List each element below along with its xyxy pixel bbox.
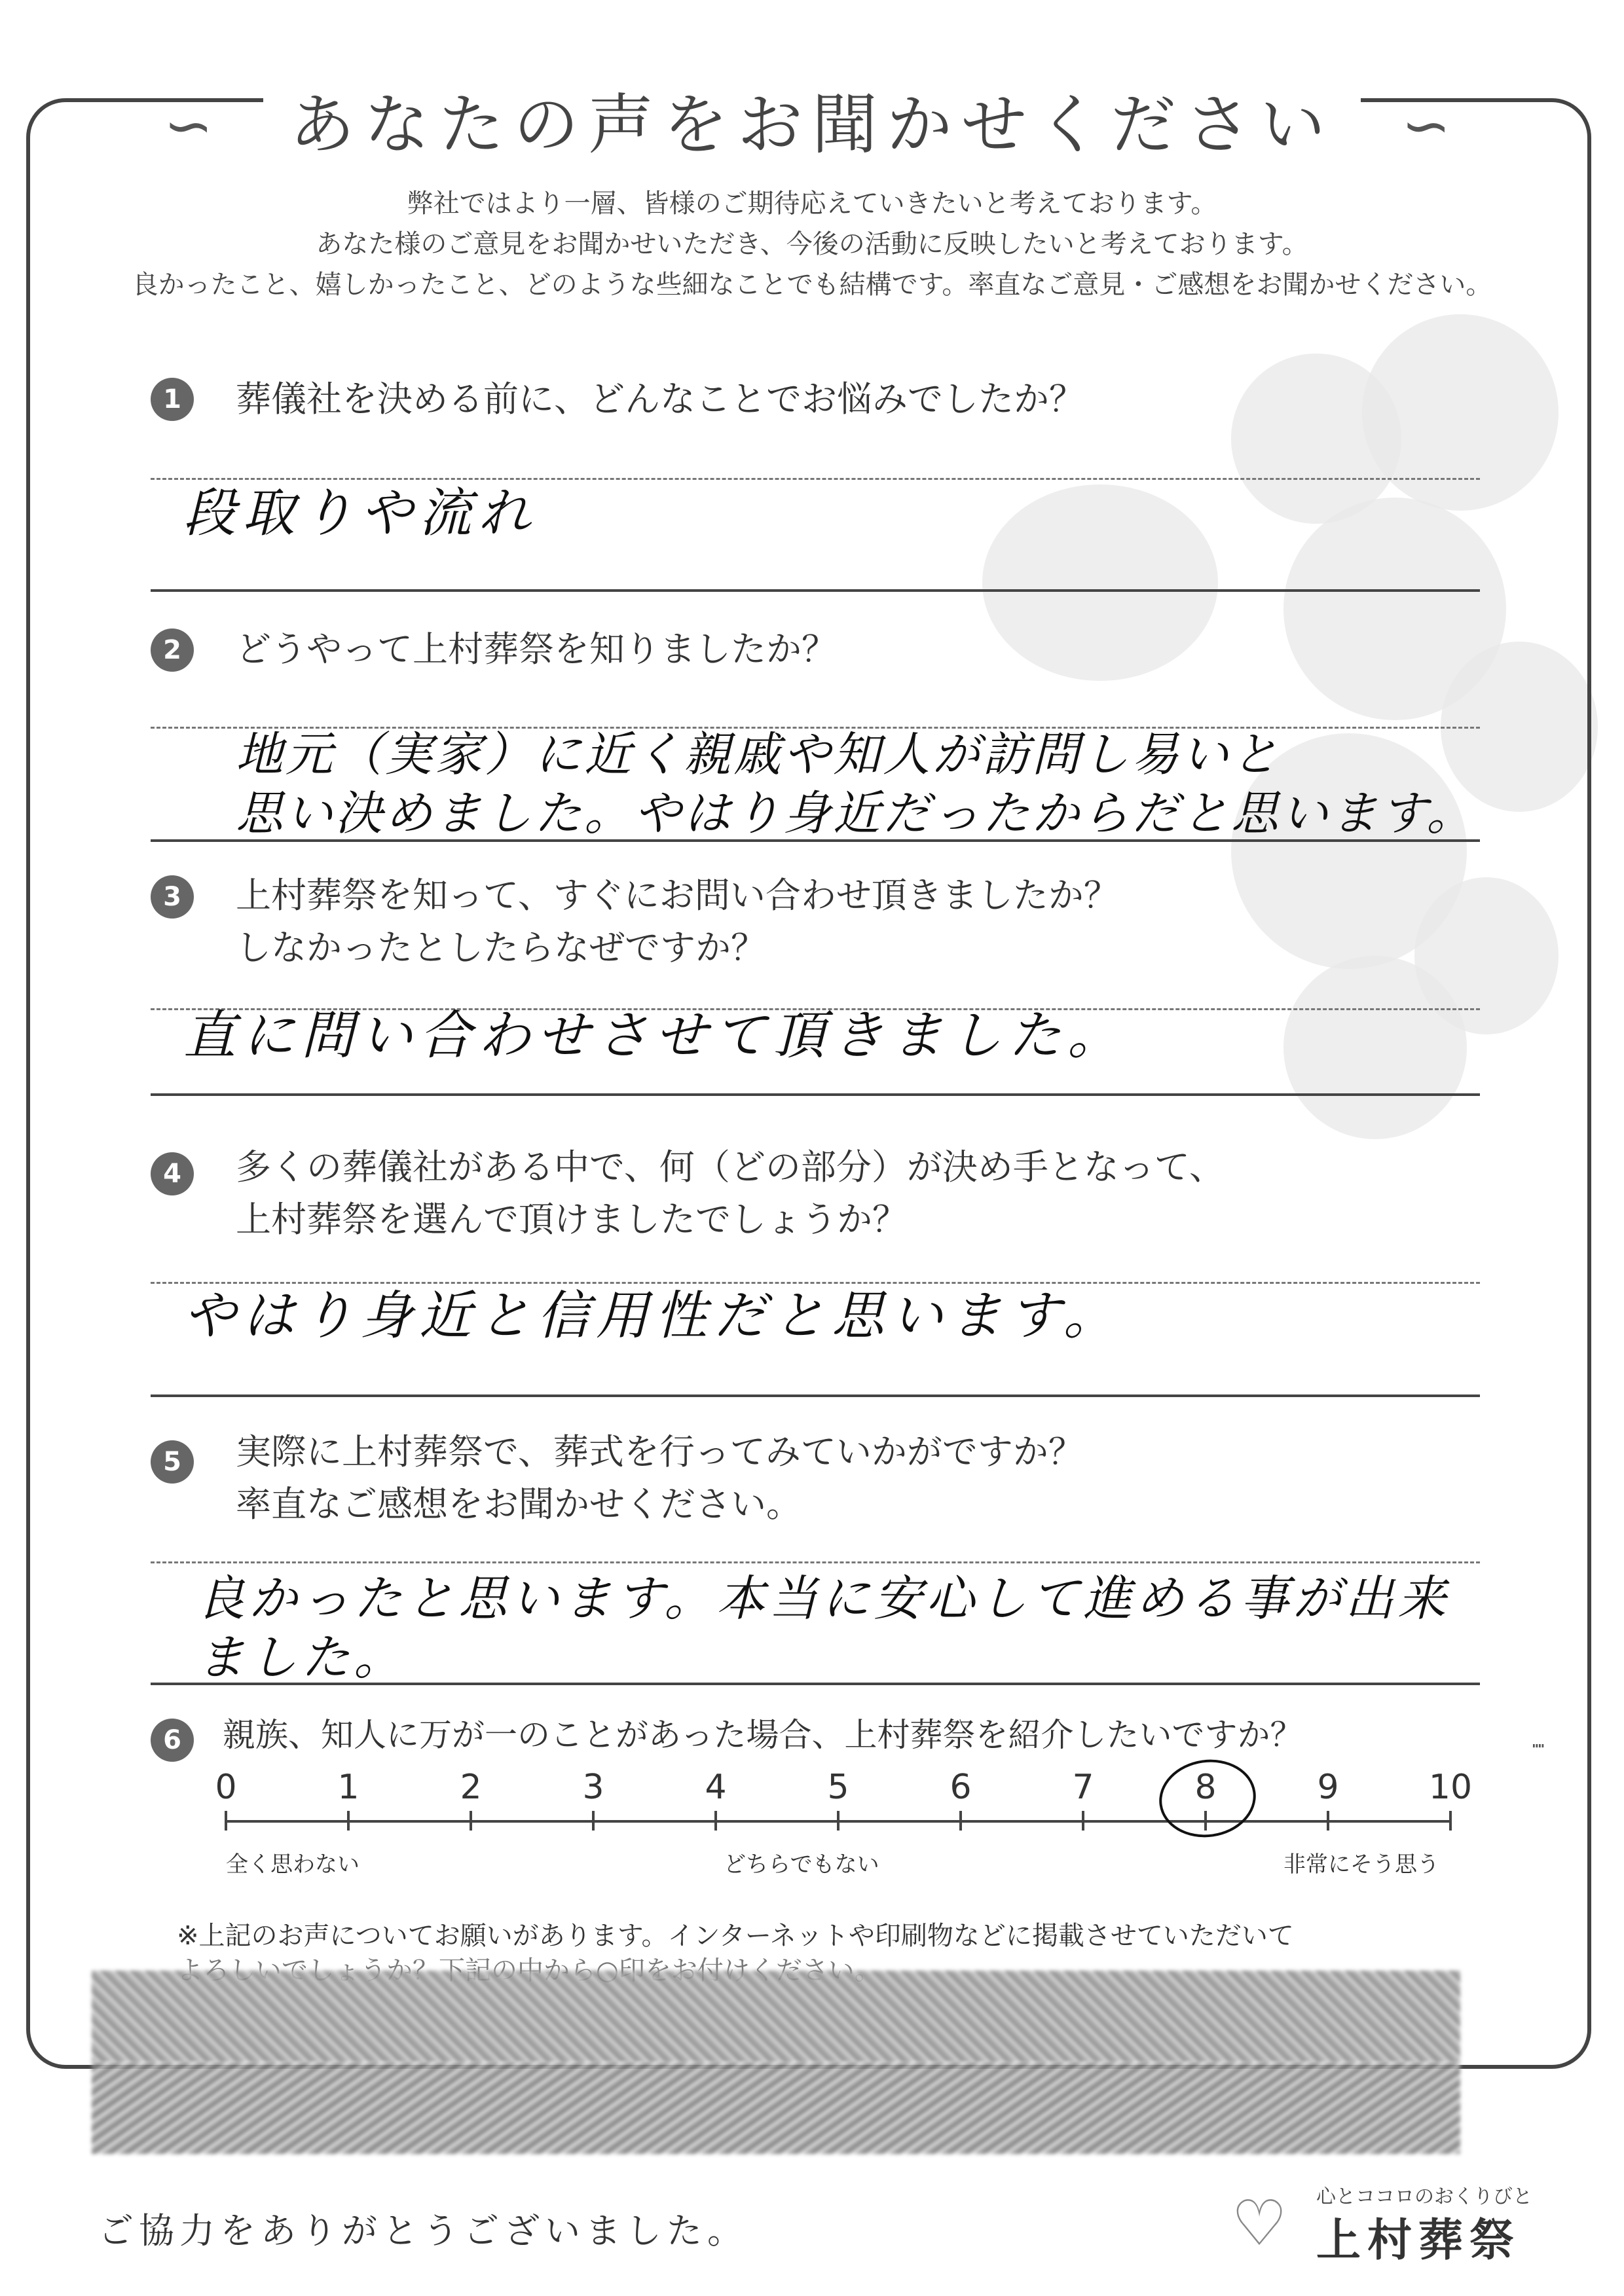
scale-number-4[interactable]: 4 — [705, 1768, 727, 1807]
question-text: 上村葬祭を選んで頂けましたでしょうか？ — [236, 1199, 908, 1240]
scale-tick — [470, 1811, 472, 1831]
scale-number-3[interactable]: 3 — [582, 1768, 604, 1807]
swirl-right-icon: ∽ — [1401, 92, 1451, 160]
handwritten-answer: やはり身近と信用性だと思います。 — [183, 1285, 1122, 1346]
question-text: 実際に上村葬祭で、葬式を行ってみていかがですか？ — [236, 1431, 1084, 1472]
scale-number-2[interactable]: 2 — [460, 1768, 482, 1807]
scale-tick — [1082, 1811, 1084, 1831]
intro-text: 弊社ではより一層、皆様のご期待応えていきたいと考えております。 あなた様のご意見をお聞かせいただき、今後の活動に反映したいと考えております。 良かったこと、嬉しかったこと、どのような些細なことでも結構です。率直なご意見・ご感想をお聞かせください。 — [132, 189, 1492, 300]
scale-tick — [225, 1811, 227, 1831]
page-title: あなたの声をお聞かせください — [0, 72, 1624, 166]
scale-number-10[interactable]: 10 — [1428, 1768, 1473, 1807]
divider — [151, 1394, 1480, 1397]
scale-tick — [592, 1811, 595, 1831]
question-text: 葬儀社を決める前に、どんなことでお悩みでしたか？ — [236, 378, 1084, 420]
question-text: 多くの葬儀社がある中で、何（どの部分）が決め手となって、 — [236, 1146, 1225, 1188]
scale-tick — [959, 1811, 962, 1831]
publication-note: ※上記のお声についてお願いがあります。インターネットや印刷物などに掲載させていただいて — [177, 1921, 1294, 1951]
swirl-left-icon: ∽ — [164, 92, 213, 160]
company-logo — [1231, 2180, 1532, 2267]
scale-high-label: 非常にそう思う — [1283, 1851, 1439, 1878]
answer-line — [151, 478, 1480, 480]
scale-mid-label: どちらでもない — [724, 1851, 879, 1878]
divider — [151, 839, 1480, 842]
handwritten-answer: 段取りや流れ — [183, 483, 537, 543]
question-text: しなかったとしたらなぜですか？ — [236, 927, 766, 968]
thanks-text: ご協力をありがとうございました。 — [98, 2210, 748, 2251]
question-number: 2 — [151, 629, 194, 672]
scale-number-7[interactable]: 7 — [1072, 1768, 1094, 1807]
scale-number-5[interactable]: 5 — [827, 1768, 849, 1807]
edge-mark: ┉ — [1532, 1735, 1545, 1758]
question-text: どうやって上村葬祭を知りましたか？ — [236, 629, 837, 670]
question-number: 6 — [151, 1719, 194, 1762]
question-number: 4 — [151, 1152, 194, 1195]
question-number: 3 — [151, 875, 194, 919]
answer-line — [151, 1282, 1480, 1284]
scale-tick — [837, 1811, 840, 1831]
redacted-area — [92, 2062, 1460, 2154]
handwritten-answer: 地元（実家）に近く親戚や知人が訪問し易いと — [236, 727, 1282, 782]
heart-icon: ♡ — [1231, 2187, 1288, 2260]
question-number: 5 — [151, 1440, 194, 1484]
scale-number-9[interactable]: 9 — [1317, 1768, 1339, 1807]
scale-tick — [714, 1811, 717, 1831]
scale-number-1[interactable]: 1 — [337, 1768, 360, 1807]
redacted-area — [92, 1971, 1460, 2062]
question-text: 親族、知人に万が一のことがあった場合、上村葬祭を紹介したいですか？ — [223, 1716, 1303, 1754]
scale-tick — [347, 1811, 350, 1831]
divider — [151, 1683, 1480, 1685]
divider — [151, 589, 1480, 592]
scale-low-label: 全く思わない — [226, 1851, 360, 1878]
handwritten-answer: 直に問い合わせさせて頂きました。 — [183, 1005, 1126, 1066]
answer-line — [151, 1561, 1480, 1563]
handwritten-answer: 思い決めました。やはり身近だったからだと思います。 — [236, 786, 1477, 841]
logo-tagline: 心とココロのおくりびと — [1316, 2185, 1532, 2208]
scale-number-6[interactable]: 6 — [950, 1768, 972, 1807]
question-text: 率直なご感想をお聞かせください。 — [236, 1484, 802, 1525]
divider — [151, 1093, 1480, 1096]
question-number: 1 — [151, 378, 194, 421]
scale-number-8[interactable]: 8 — [1194, 1768, 1217, 1807]
logo-name: 上村葬祭 — [1316, 2215, 1521, 2267]
question-text: 上村葬祭を知って、すぐにお問い合わせ頂きましたか？ — [236, 875, 1119, 916]
scale-number-0[interactable]: 0 — [215, 1768, 237, 1807]
handwritten-answer: 良かったと思います。本当に安心して進める事が出来 — [196, 1571, 1450, 1627]
scale-tick — [1327, 1811, 1329, 1831]
handwritten-answer: ました。 — [196, 1630, 406, 1686]
scale-tick — [1449, 1811, 1452, 1831]
